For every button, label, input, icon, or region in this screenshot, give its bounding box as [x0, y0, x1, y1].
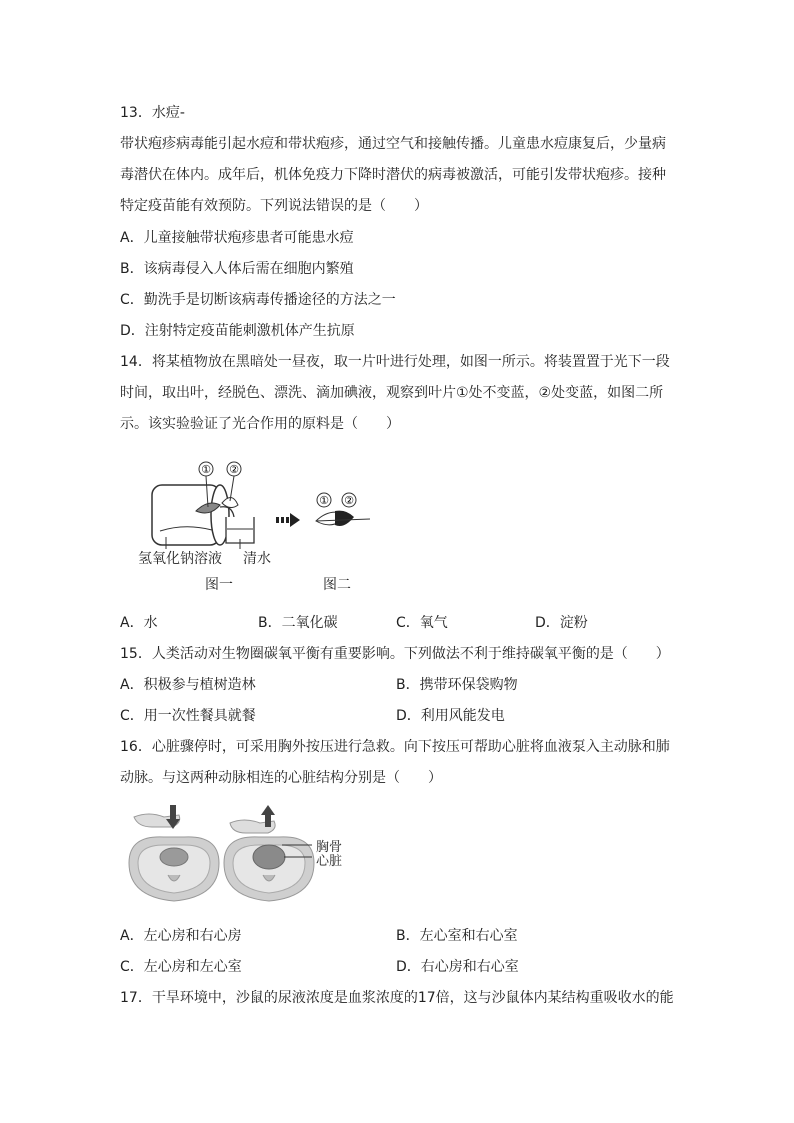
- q14-option-d: D．淀粉: [535, 615, 588, 631]
- q14-stem-line-2: 时间，取出叶，经脱色、漂洗、滴加碘液，观察到叶片①处不变蓝，②处变蓝，如图二所: [120, 385, 664, 401]
- q16-stem-line-1: 16．心脏骤停时，可采用胸外按压进行急救。向下按压可帮助心脏将血液泵入主动脉和肺: [120, 739, 670, 755]
- fig2-marker-1: ①: [319, 494, 329, 507]
- q13-stem-line-3: 特定疫苗能有效预防。下列说法错误的是（ ）: [120, 198, 428, 214]
- fig2-marker-2: ②: [344, 494, 354, 507]
- q17-stem: 17．干旱环境中，沙鼠的尿液浓度是血浆浓度的17倍，这与沙鼠体内某结构重吸收水的能: [120, 990, 674, 1006]
- naoh-jar: [152, 485, 229, 545]
- label-sternum: 胸骨: [316, 840, 343, 855]
- q15-option-b: B．携带环保袋购物: [396, 677, 518, 693]
- q16-option-b: B．左心室和右心室: [396, 928, 518, 944]
- arrow-up-icon: [261, 805, 275, 815]
- q13-title: 13．水痘-: [120, 105, 185, 121]
- q15-option-d: D．利用风能发电: [396, 708, 505, 724]
- q13-option-d: D．注射特定疫苗能刺激机体产生抗原: [120, 323, 355, 339]
- chest-compress-down: [129, 805, 219, 901]
- figure-1-caption: 图一: [205, 577, 233, 593]
- q14-stem-line-3: 示。该实验验证了光合作用的原料是（ ）: [120, 416, 400, 432]
- q16-stem-line-2: 动脉。与这两种动脉相连的心脏结构分别是（ ）: [120, 770, 442, 786]
- q15-option-c: C．用一次性餐具就餐: [120, 708, 256, 724]
- label-water: 清水: [243, 551, 271, 567]
- q13-stem-line-1: 带状疱疹病毒能引起水痘和带状疱疹，通过空气和接触传播。儿童患水痘康复后，少量病: [120, 136, 666, 152]
- label-naoh: 氢氧化钠溶液: [138, 551, 222, 567]
- arrow-right-icon: [276, 513, 300, 527]
- stained-leaf-icon: [316, 511, 370, 526]
- marker-1: ①: [201, 463, 211, 476]
- q13-stem-line-2: 毒潜伏在体内。成年后，机体免疫力下降时潜伏的病毒被激活，可能引发带状疱疹。接种: [120, 167, 666, 183]
- q14-figure: [130, 455, 390, 595]
- chest-release-up: [224, 805, 314, 901]
- heart-shape: [253, 845, 285, 869]
- q16-option-c: C．左心房和左心室: [120, 959, 242, 975]
- label-heart: 心脏: [316, 854, 343, 869]
- q13-option-a: A．儿童接触带状疱疹患者可能患水痘: [120, 230, 354, 246]
- q13-option-c: C．勤洗手是切断该病毒传播途径的方法之一: [120, 292, 396, 308]
- q15-stem: 15．人类活动对生物圈碳氧平衡有重要影响。下列做法不利于维持碳氧平衡的是（ ）: [120, 646, 670, 662]
- q13-option-b: B．该病毒侵入人体后需在细胞内繁殖: [120, 261, 354, 277]
- q14-option-a: A．水: [120, 615, 158, 631]
- q16-option-d: D．右心房和右心室: [396, 959, 519, 975]
- q14-option-c: C．氧气: [396, 615, 448, 631]
- figure-2-caption: 图二: [323, 577, 351, 593]
- q14-stem-line-1: 14．将某植物放在黑暗处一昼夜，取一片叶进行处理，如图一所示。将装置置于光下一段: [120, 354, 670, 370]
- q16-option-a: A．左心房和右心房: [120, 928, 242, 944]
- marker-2: ②: [229, 463, 239, 476]
- q15-option-a: A．积极参与植树造林: [120, 677, 256, 693]
- q14-option-b: B．二氧化碳: [258, 615, 338, 631]
